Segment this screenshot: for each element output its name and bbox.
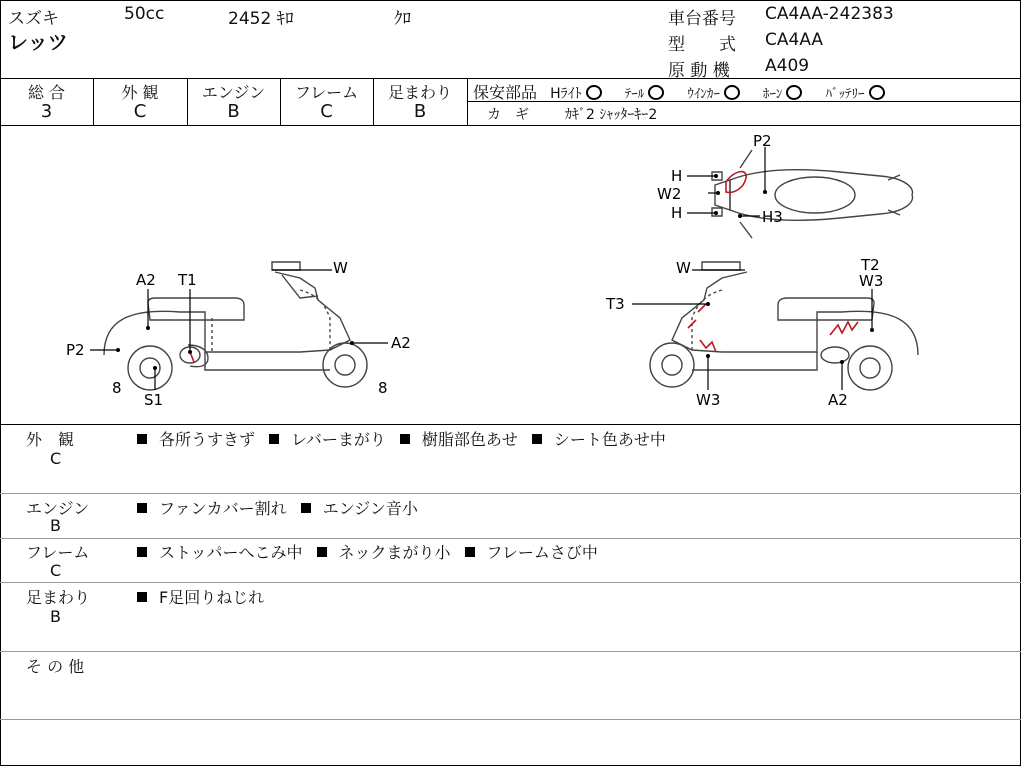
grade-suspension-value: B [413, 101, 427, 122]
bullet-square-icon [317, 547, 327, 557]
grade-exterior-label: 外 観 [121, 83, 159, 102]
model-name: レッツ [8, 30, 68, 54]
grade-engine-label: エンジン [201, 83, 266, 102]
remark-suspension-title: 足まわり [26, 588, 91, 607]
damage-mark-front [688, 304, 716, 352]
remark-frame-grade: C [50, 561, 62, 580]
bullet-square-icon [269, 434, 279, 444]
ok-circle-icon [724, 85, 740, 100]
grade-frame-label: フレーム [294, 83, 359, 102]
bullet-square-icon [532, 434, 542, 444]
bullet-square-icon [137, 592, 147, 602]
remark-engine-grade: B [50, 516, 61, 535]
damage-diagram [0, 126, 1021, 424]
remark-exterior-grade: C [50, 449, 62, 468]
diagram-label-t3: T3 [606, 295, 625, 313]
grade-exterior-value: C [133, 101, 147, 122]
grade-overall-label: 総 合 [27, 83, 66, 102]
bullet-square-icon [137, 434, 147, 444]
safety-parts-row [473, 80, 885, 103]
diagram-label-p2-top: P2 [753, 132, 772, 150]
bullet-square-icon [137, 503, 147, 513]
grade-engine-value: B [227, 101, 240, 122]
safety-item-winker: ｳｲﾝｶｰ [687, 87, 740, 102]
frame-no-label: 車台番号 [668, 9, 736, 29]
damage-marks [190, 172, 858, 362]
diagram-label-a2-front: A2 [391, 334, 411, 352]
diagram-label-w-right: W [676, 259, 691, 277]
displacement: 50cc [124, 4, 165, 24]
safety-label: 保安部品 [473, 83, 538, 102]
diagram-label-h-lower: H [671, 204, 683, 222]
bullet-square-icon [400, 434, 410, 444]
key-label: カ ギ [487, 107, 529, 123]
safety-item-battery: ﾊﾞｯﾃﾘｰ [826, 87, 885, 102]
remark-other-title: そ の 他 [26, 657, 85, 676]
bullet-square-icon [465, 547, 475, 557]
diagram-label-tire-front: 8 [378, 379, 388, 397]
mileage: 2452 ｷﾛ [228, 9, 294, 29]
diagram-label-w3-upper: W3 [859, 272, 884, 290]
key-value: ｶｷﾞ2 ｼｬｯﾀｰｷｰ2 [565, 107, 658, 123]
diagram-label-p2-left: P2 [66, 341, 85, 359]
bullet-square-icon [301, 503, 311, 513]
engine-value: A409 [765, 56, 810, 76]
remark-frame-notes: ストッパーへこみ中 ネックまがり小 フレームさび中 [137, 540, 612, 563]
type-label: 型 式 [668, 35, 736, 55]
diagram-label-a2-right: A2 [828, 391, 848, 409]
type-value: CA4AA [765, 30, 824, 50]
diagram-label-t2: T2 [861, 256, 880, 274]
maker: スズキ [8, 9, 59, 29]
damage-mark-body-side [830, 322, 858, 335]
diagram-label-t1: T1 [178, 271, 197, 289]
color: ｸﾛ [394, 9, 411, 29]
ok-circle-icon [586, 85, 602, 100]
remark-suspension-notes: F足回りねじれ [137, 585, 278, 608]
ok-circle-icon [786, 85, 802, 100]
ok-circle-icon [869, 85, 885, 100]
grade-overall-value: 3 [40, 101, 53, 122]
remark-exterior-title: 外 観 [26, 430, 75, 449]
remark-frame-title: フレーム [26, 543, 90, 562]
diagram-label-h3: H3 [762, 208, 783, 226]
safety-item-horn: ﾎｰﾝ [763, 87, 803, 102]
grade-suspension-label: 足まわり [387, 83, 452, 102]
diagram-label-a2-left: A2 [136, 271, 156, 289]
engine-label: 原 動 機 [668, 61, 730, 81]
safety-item-headlight: Hﾗｲﾄ [550, 86, 602, 102]
remark-engine-notes: ファンカバー割れ エンジン音小 [137, 496, 432, 519]
diagram-label-h-upper: H [671, 167, 683, 185]
ok-circle-icon [648, 85, 664, 100]
frame-no: CA4AA-242383 [765, 4, 894, 24]
diagram-label-tire-rear: 8 [112, 379, 122, 397]
remark-exterior-notes: 各所うすきず レバーまがり 樹脂部色あせ シート色あせ中 [137, 427, 680, 450]
diagram-label-w2: W2 [657, 185, 682, 203]
safety-item-tail: ﾃｰﾙ [625, 87, 665, 102]
damage-mark-top-cowl [726, 172, 746, 193]
grade-frame-value: C [320, 101, 333, 122]
remark-engine-title: エンジン [26, 499, 90, 518]
scooter-top-view-sketch [712, 150, 913, 238]
diagram-label-s1: S1 [144, 391, 164, 409]
diagram-label-w-left: W [333, 259, 348, 277]
remark-suspension-grade: B [50, 607, 61, 626]
diagram-label-w3-lower: W3 [696, 391, 721, 409]
bullet-square-icon [137, 547, 147, 557]
